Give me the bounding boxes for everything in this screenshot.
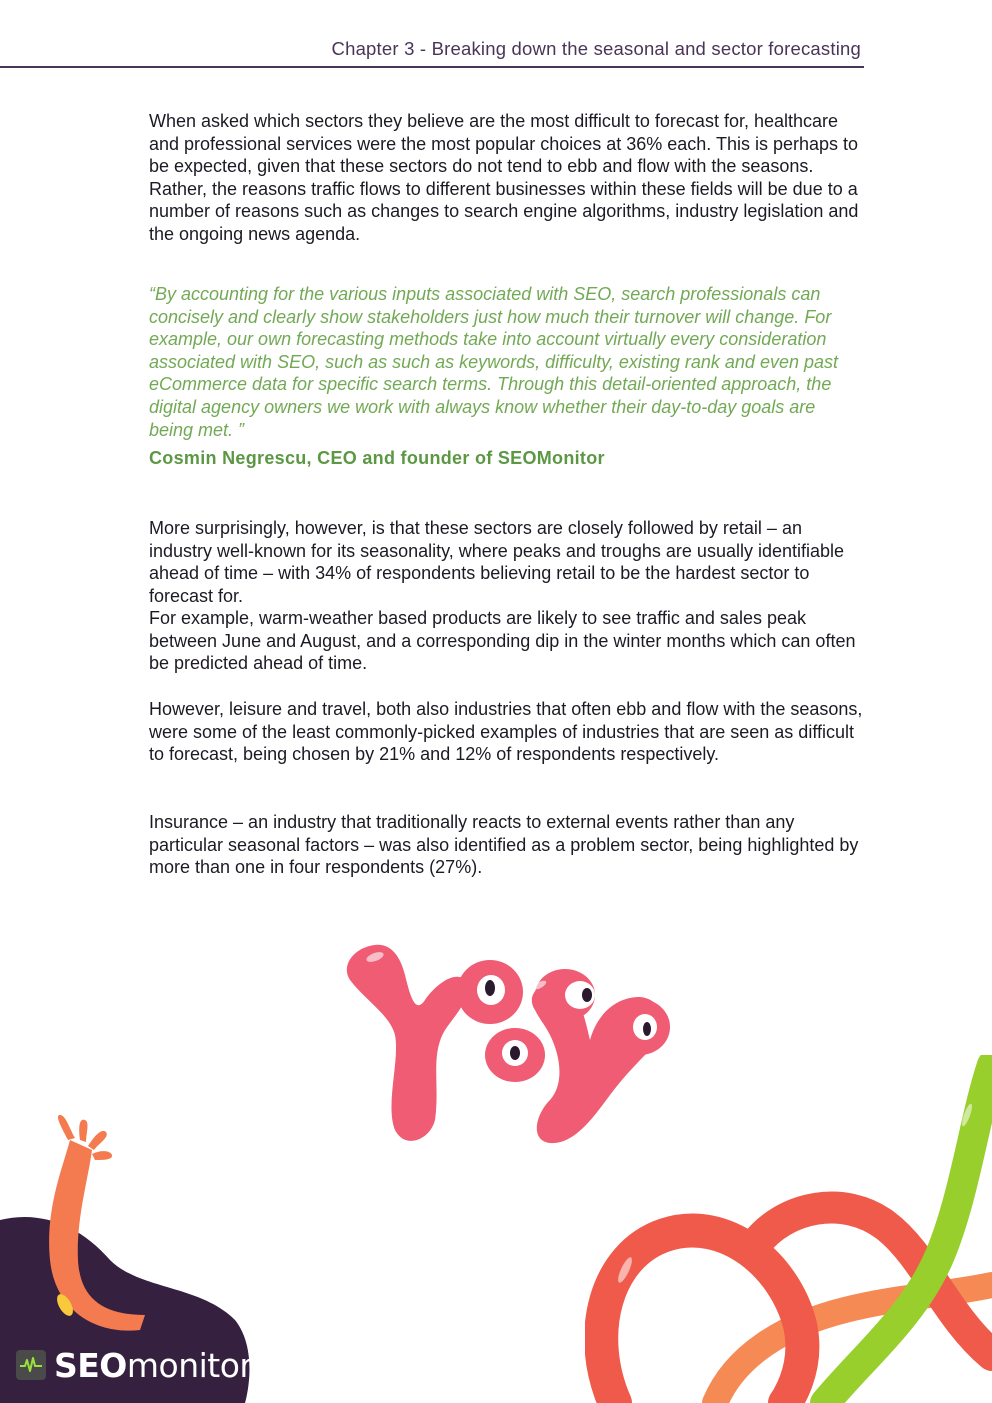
quote-attribution: Cosmin Negrescu, CEO and founder of SEOMonitor — [149, 448, 605, 468]
header-divider — [0, 66, 864, 68]
pulse-icon — [16, 1350, 46, 1380]
tubes-illustration — [585, 1055, 992, 1403]
seomonitor-logo — [16, 1345, 253, 1385]
body-paragraph-3: However, leisure and travel, both also industries that often ebb and flow with the seasons, were some of the least commonly-picked examples of industries that are seen as difficult to forecast, being chosen by 21% and 12% of respondents respectively. — [149, 699, 863, 765]
body-paragraph-4: Insurance – an industry that traditionally reacts to external events rather than any particular seasonal factors – was also identified as a problem sector, being highlighted by more than one in four respondents (27%). — [149, 812, 859, 878]
page-header-title: Chapter 3 - Breaking down the seasonal and sector forecasting — [331, 38, 861, 59]
body-paragraph-2a: More surprisingly, however, is that these sectors are closely followed by retail – an industry well-known for its seasonality, where peaks and troughs are usually identifiable ahead of time – with 34% of respondents believing retail to be the hardest sector to forecast for. — [149, 518, 845, 606]
body-paragraph-2b: For example, warm-weather based products are likely to see traffic and sales peak between June and August, and a corresponding dip in the winter months which can often be predicted ahead of time. — [149, 608, 856, 674]
pull-quote: “By accounting for the various inputs associated with SEO, search professionals can concisely and clearly show stakeholders just how much their turnover will change. For example, our own forecasting methods take into account virtually every consideration associated with SEO, such as such as keywords, difficulty, existing rank and even past eCommerce data for specific search terms. Through this detail-oriented approach, the digital agency owners we work with always know whether their day-to-day goals are being met. ” — [149, 284, 839, 440]
body-paragraph-1: When asked which sectors they believe are the most difficult to forecast for, healthcare and professional services were the most popular choices at 36% each. This is perhaps to be expected, given that these sectors do not tend to ebb and flow with the seasons. Rather, the reasons traffic flows to different businesses within these fields will be due to a number of reasons such as changes to search engine algorithms, industry legislation and the ongoing news agenda. — [149, 111, 859, 244]
logo-wordmark: SEOmonitor — [54, 1345, 253, 1385]
